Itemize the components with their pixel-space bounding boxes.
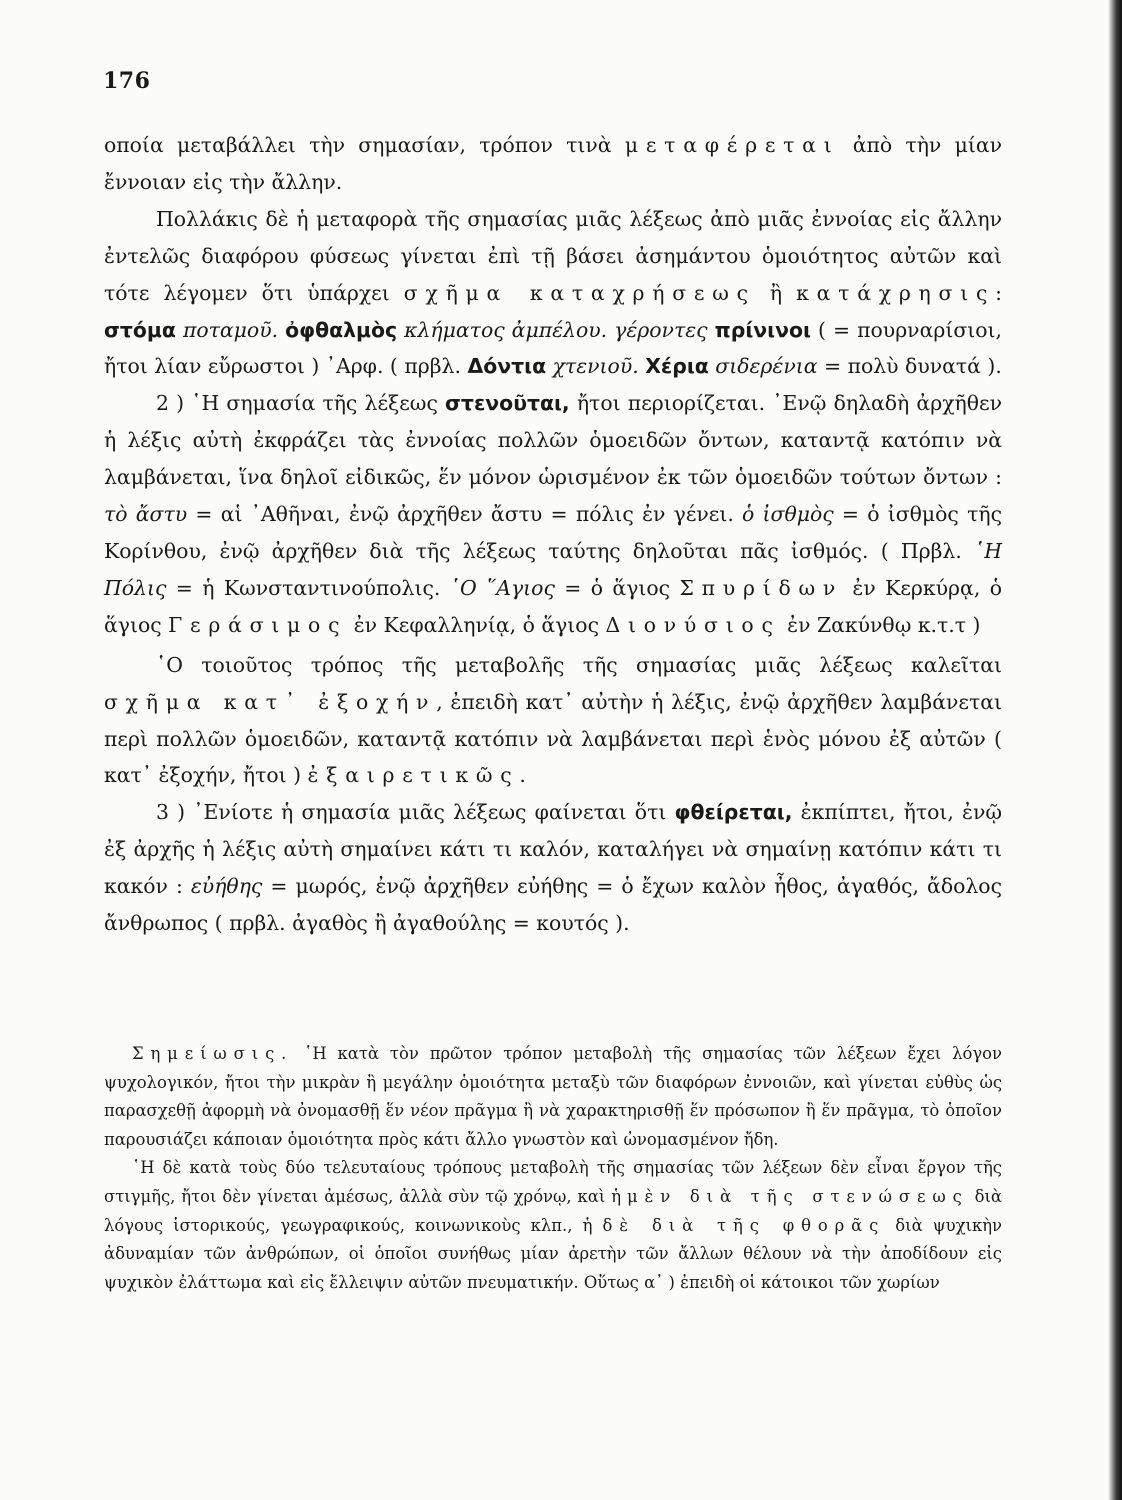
note-section xyxy=(104,1040,1002,1297)
page-number: 176 xyxy=(103,68,151,94)
paragraph-1: οποία μεταβάλλει τὴν σημασίαν, τρόπον τινὰ μεταφέρεται ἀπὸ τὴν μίαν ἔννοιαν εἰς τὴν ἄλλην. xyxy=(104,133,1003,194)
paragraph-4: ῾Ο τοιοῦτος τρόπος τῆς μεταβολῆς τῆς σημασίας μιᾶς λέξεως καλεῖται σχῆμα κατ᾿ ἐξοχήν, ἐπειδὴ κατ᾿ αὐτὴν ἡ λέξις, ἐνῷ ἀρχῆθεν λαμβάνεται περὶ πολλῶν ὁμοειδῶν, καταντᾷ κατόπιν νὰ λαμβάνεται περὶ ἑνὸς μόνου ἐξ αὐτῶν ( κατ᾿ ἐξοχήν, ἤτοι ) ἐξαιρετικῶς. xyxy=(104,652,1002,788)
note-paragraph-1: Σημείωσις. ῾Η κατὰ τὸν πρῶτον τρόπον μεταβολὴ τῆς σημασίας τῶν λέξεων ἔχει λόγον ψυχολογικόν, ἤτοι τὴν μικρὰν ἢ μεγάλην ὁμοιότητα μεταξὺ τῶν διαφόρων ἐννοιῶν, καὶ γίνεται εὐθὺς ὡς παρασχεθῇ ἀφορμὴ νὰ ὀνομασθῇ ἕν νέον πρᾶγμα ἢ νὰ χαρακτηρισθῇ ἕν πρόσωπον ἢ ἕν πρᾶγμα, τὸ ὁποῖον παρουσιάζει κάποιαν ὁμοιότητα πρὸς κάτι ἄλλο γνωστὸν καὶ ὠνομασμένον ἤδη. xyxy=(104,1044,1002,1149)
paragraph-5: 3 ) ᾿Ενίοτε ἡ σημασία μιᾶς λέξεως φαίνεται ὅτι φθείρεται, ἐκπίπτει, ἤτοι, ἐνῷ ἐξ ἀρχῆς ἡ λέξις αὐτὴ σημαίνει κάτι τι καλόν, καταλήγει νὰ σημαίνῃ κατόπιν κάτι τι κακόν : εὐήθης = μωρός, ἐνῷ ἀρχῆθεν εὐήθης = ὁ ἔχων καλὸν ἦθος, ἀγαθός, ἄδολος ἄνθρωπος ( πρβλ. ἀγαθὸς ἢ ἀγαθούλης = κουτός ). xyxy=(104,800,1002,936)
note-paragraph-2: ῾Η δὲ κατὰ τοὺς δύο τελευταίους τρόπους μεταβολὴ τῆς σημασίας τῶν λέξεων δὲν εἶναι ἔργον τῆς στιγμῆς, ἤτοι δὲν γίνεται ἀμέσως, ἀλλὰ σὺν τῷ χρόνῳ, καὶ ἡ μὲν διὰ τῆς στενώσεως διὰ λόγους ἱστορικούς, γεωγραφικούς, κοινωνικοὺς κλπ., ἡ δὲ διὰ τῆς φθορᾶς διὰ ψυχικὴν ἀδυναμίαν τῶν ἀνθρώπων, οἱ ὁποῖοι συνήθως μίαν ἀρετὴν τῶν ἄλλων θέλουν νὰ τὴν ἀποδίδουν εἰς ψυχικὸν ἐλάττωμα καὶ εἰς ἔλλειψιν αὐτῶν πνευματικήν. Οὕτως α᾿ ) ἐπειδὴ οἱ κάτοικοι τῶν χωρίων xyxy=(104,1158,1002,1292)
paragraph-3: 2 ) ῾Η σημασία τῆς λέξεως στενοῦται, ἤτοι περιορίζεται. ᾿Ενῷ δηλαδὴ ἀρχῆθεν ἡ λέξις αὐτὴ ἐκφράζει τὰς ἐννοίας πολλῶν ὁμοειδῶν ὄντων, καταντᾷ κατόπιν νὰ λαμβάνεται, ἵνα δηλοῖ εἰδικῶς, ἕν μόνον ὡρισμένον ἐκ τῶν ὁμοειδῶν τούτων ὄντων : τὸ ἄστυ = αἱ ᾿Αθῆναι, ἐνῷ ἀρχῆθεν ἄστυ = πόλις ἐν γένει. ὁ ἰσθμὸς = ὁ ἰσθμὸς τῆς Κορίνθου, ἐνῷ ἀρχῆθεν διὰ τῆς λέξεως ταύτης δηλοῦται πᾶς ἰσθμός. ( Πρβλ. ῾Η Πόλις = ἡ Κωνσταντινούπολις. ῾Ο ῞Αγιος = ὁ ἅγιος Σπυρίδων ἐν Κερκύρᾳ, ὁ ἅγιος Γεράσιμος ἐν Κεφαλληνίᾳ, ὁ ἅγιος Διονύσιος ἐν Ζακύνθῳ κ.τ.τ ) xyxy=(104,391,1003,637)
main-text xyxy=(104,127,1002,942)
paragraph-2: Πολλάκις δὲ ἡ μεταφορὰ τῆς σημασίας μιᾶς λέξεως ἀπὸ μιᾶς ἐννοίας εἰς ἄλλην ἐντελῶς διαφόρου φύσεως γίνεται ἐπὶ τῇ βάσει ἀσημάντου ὁμοιότητος αὐτῶν καὶ τότε λέγομεν ὅτι ὑπάρχει σχῆμα καταχρήσεως ἢ κατάχρησις: στόμα ποταμοῦ. ὀφθαλμὸς κλήματος ἀμπέλου. γέροντες πρίνινοι ( = πουρναρίσιοι, ἤτοι λίαν εὔρωστοι ) ᾿Αρφ. ( πρβλ. Δόντια χτενιοῦ. Χέρια σιδερένια = πολὺ δυνατά ). xyxy=(104,206,1002,379)
page-spine-shadow xyxy=(1108,0,1122,1500)
